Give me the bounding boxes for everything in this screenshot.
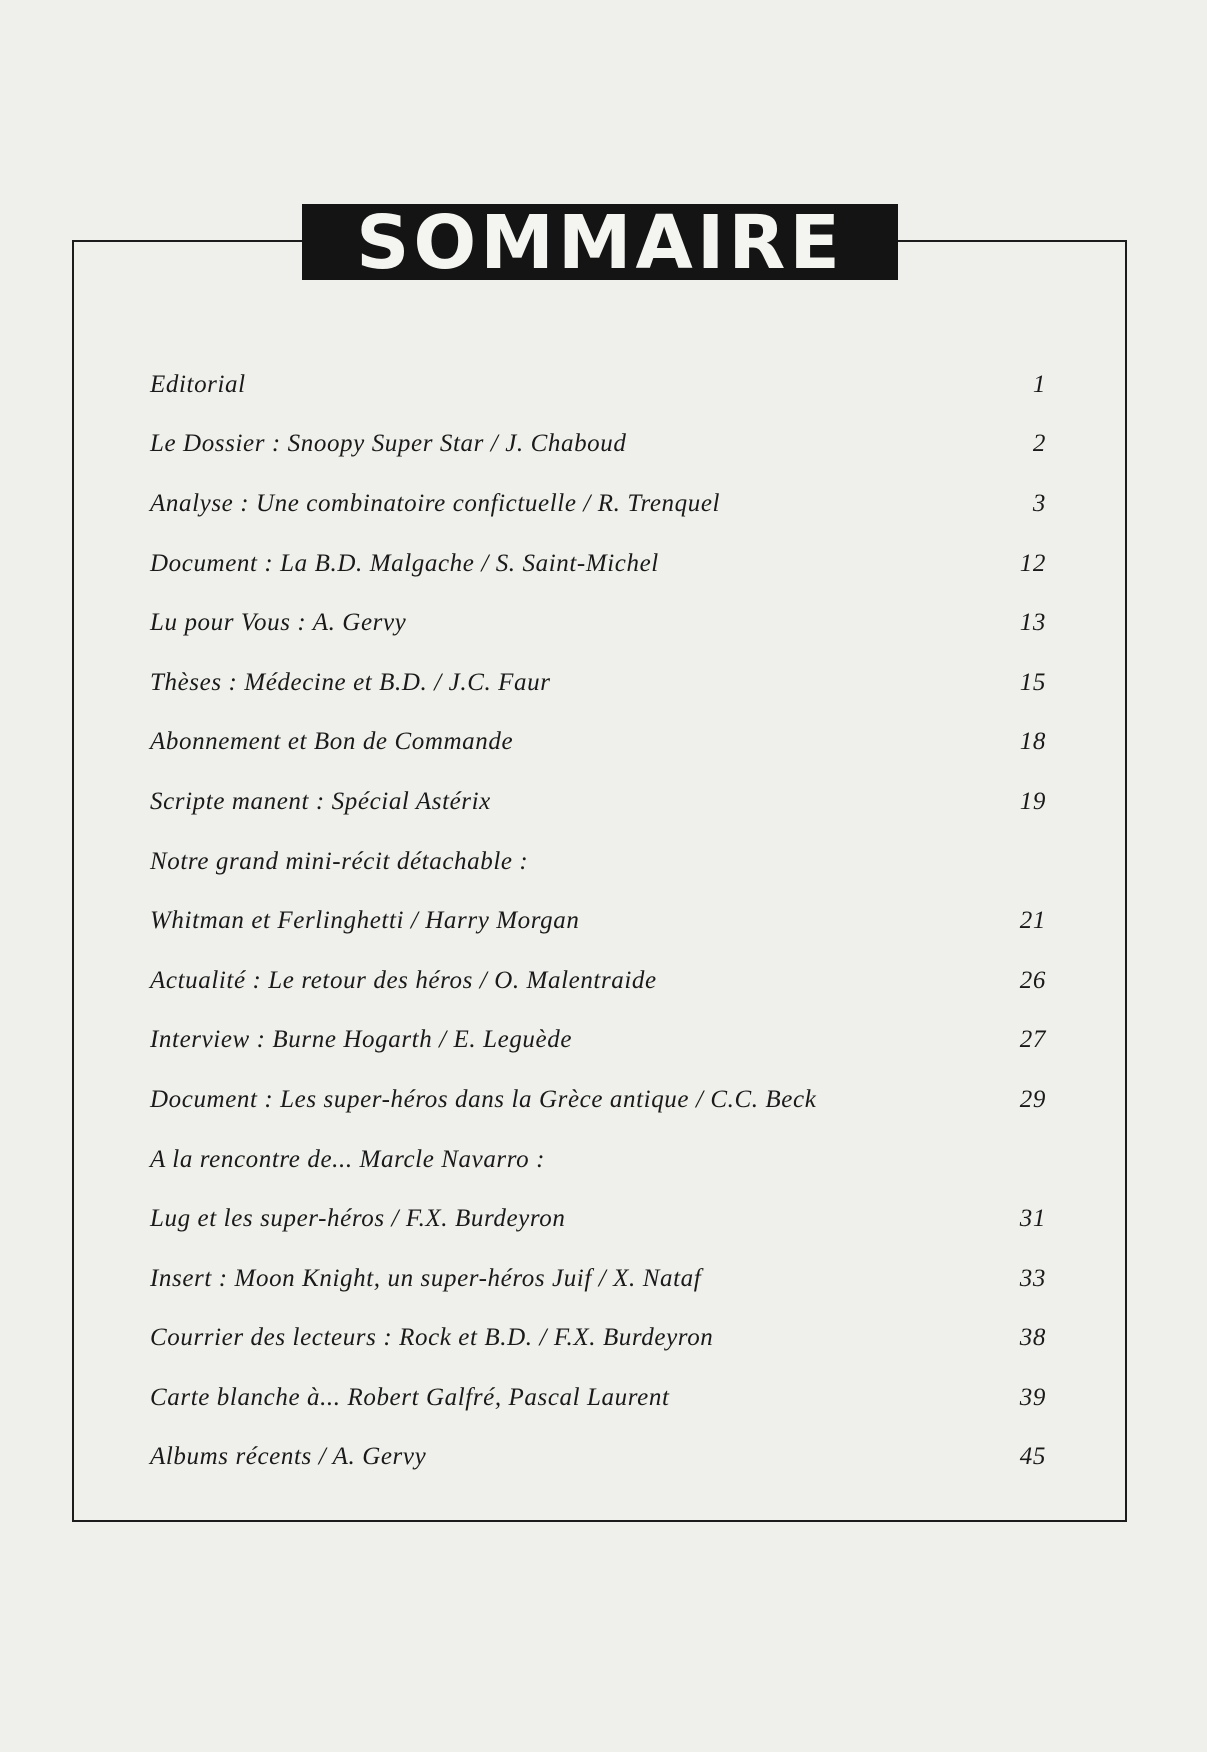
toc-entry-page: 45: [1019, 1443, 1046, 1471]
toc-entry-page: 18: [1019, 728, 1046, 756]
toc-entry-title: Le Dossier : Snoopy Super Star / J. Chaboud: [150, 430, 627, 458]
toc-entry-title: Scripte manent : Spécial Astérix: [150, 787, 491, 815]
table-of-contents: [150, 355, 1050, 1487]
toc-entry-title: Analyse : Une combinatoire confictuelle / R. Trenquel: [150, 489, 721, 517]
toc-entry-page: 38: [1019, 1324, 1046, 1352]
toc-entry: [150, 474, 1050, 534]
toc-entry-page: 2: [1032, 430, 1046, 458]
toc-entry: [150, 1070, 1050, 1130]
toc-entry-page: 29: [1019, 1085, 1046, 1113]
toc-entry-title: Editorial: [150, 370, 246, 398]
toc-entry: [150, 1368, 1050, 1428]
toc-entry-page: 26: [1019, 966, 1046, 994]
toc-entry-title: Lu pour Vous : A. Gervy: [150, 609, 407, 637]
page-title: SOMMAIRE: [356, 200, 844, 286]
toc-entry: [150, 1428, 1050, 1488]
toc-entry: [150, 1249, 1050, 1309]
toc-entry-page: 21: [1019, 907, 1046, 935]
toc-entry-title: Thèses : Médecine et B.D. / J.C. Faur: [150, 668, 551, 696]
title-banner: [302, 200, 898, 286]
toc-entry: [150, 534, 1050, 594]
toc-entry: [150, 891, 1050, 951]
toc-entry-page: 13: [1019, 609, 1046, 637]
toc-entry: [150, 772, 1050, 832]
toc-entry-title: Document : Les super-héros dans la Grèce antique / C.C. Beck: [150, 1085, 817, 1113]
toc-entry-title: Whitman et Ferlinghetti / Harry Morgan: [150, 907, 580, 935]
toc-entry-page: 19: [1019, 787, 1046, 815]
toc-entry-page: 12: [1019, 549, 1046, 577]
toc-entry-page: 15: [1019, 668, 1046, 696]
toc-entry-title: Albums récents / A. Gervy: [150, 1443, 427, 1471]
toc-entry-title: Courrier des lecteurs : Rock et B.D. / F.X. Burdeyron: [150, 1324, 714, 1352]
toc-entry-title: Insert : Moon Knight, un super-héros Juif / X. Nataf: [150, 1264, 702, 1292]
toc-entry-title: Document : La B.D. Malgache / S. Saint-Michel: [150, 549, 659, 577]
toc-entry-title: Carte blanche à... Robert Galfré, Pascal Laurent: [150, 1383, 670, 1411]
toc-entry: [150, 1130, 1050, 1190]
toc-entry-page: 3: [1032, 489, 1046, 517]
toc-entry-page: 33: [1019, 1264, 1046, 1292]
toc-entry: [150, 1309, 1050, 1369]
toc-entry: [150, 355, 1050, 415]
toc-entry-title: Actualité : Le retour des héros / O. Malentraide: [150, 966, 657, 994]
toc-entry: [150, 832, 1050, 892]
toc-entry-title: Interview : Burne Hogarth / E. Leguède: [150, 1026, 573, 1054]
toc-entry-page: 27: [1019, 1026, 1046, 1054]
toc-entry-title: Lug et les super-héros / F.X. Burdeyron: [150, 1205, 566, 1233]
toc-entry-title: Notre grand mini-récit détachable :: [150, 847, 529, 875]
toc-entry-page: 31: [1019, 1205, 1046, 1233]
toc-entry-page: 1: [1032, 370, 1046, 398]
toc-entry-title: A la rencontre de... Marcle Navarro :: [150, 1145, 546, 1173]
toc-entry: [150, 951, 1050, 1011]
toc-entry: [150, 1011, 1050, 1071]
toc-entry: [150, 713, 1050, 773]
toc-entry: [150, 593, 1050, 653]
toc-entry: [150, 415, 1050, 475]
toc-entry-page: 39: [1019, 1383, 1046, 1411]
toc-entry-title: Abonnement et Bon de Commande: [150, 728, 514, 756]
toc-entry: [150, 653, 1050, 713]
toc-entry: [150, 1189, 1050, 1249]
